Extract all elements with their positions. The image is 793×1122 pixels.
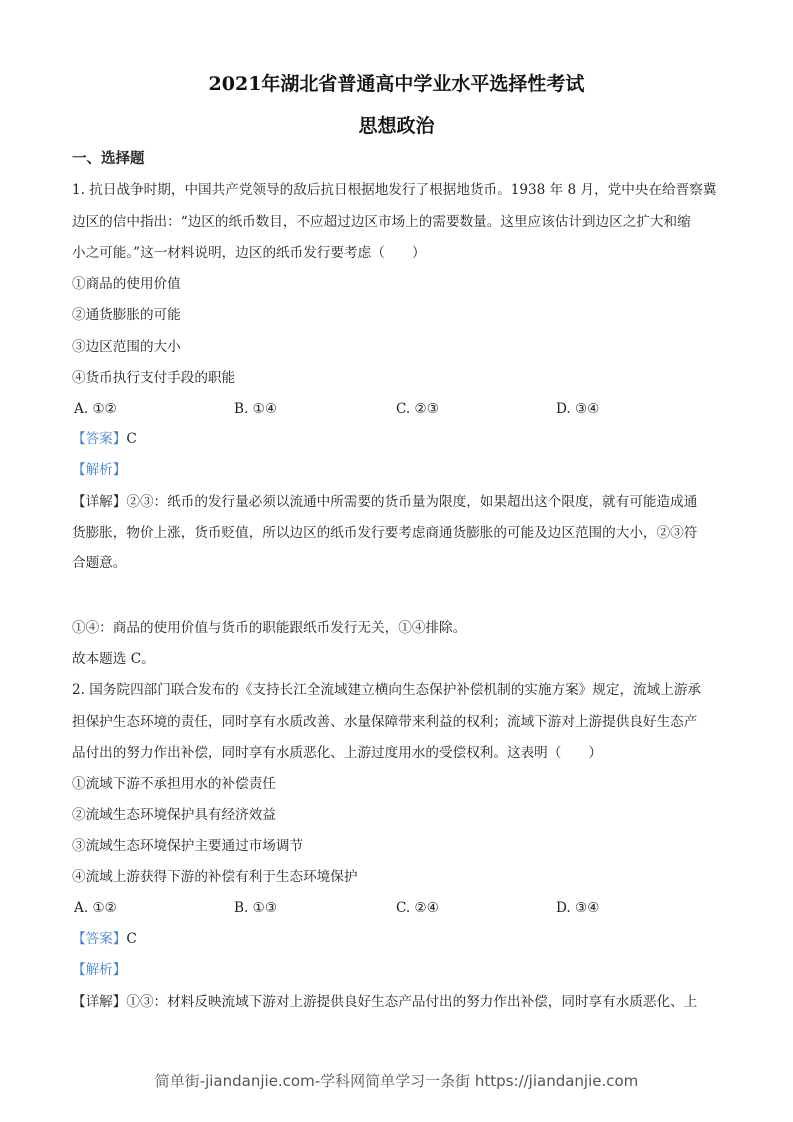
question-stem-line: 品付出的努力作出补偿，同时享有水质恶化、上游过度用水的受偿权利。这表明（ ） — [72, 745, 603, 761]
choice-a: A. ①② — [74, 401, 117, 417]
section-heading: 一、选择题 — [72, 150, 145, 167]
choice-b: B. ①④ — [234, 401, 278, 417]
detail-line — [72, 992, 697, 1012]
statement-item: ②流域生态环境保护具有经济效益 — [72, 807, 276, 823]
statement-item: ④货币执行支付手段的职能 — [72, 370, 236, 386]
question-stem-line: 担保护生态环境的责任，同时享有水质改善、水量保障带来利益的权利；流域下游对上游提供良好生态产 — [72, 714, 698, 730]
footer-watermark: 简单街-jiandanjie.com-学科网简单学习一条街 https://jiandanjie.com — [154, 1072, 639, 1090]
question-stem-line: 1. 抗日战争时期，中国共产党领导的敌后抗日根据地发行了根据地货币。1938 年 8 月，党中央在给晋察冀 — [72, 182, 717, 198]
choice-d: D. ③④ — [556, 401, 600, 417]
subject-title: 思想政治 — [358, 115, 435, 137]
statement-item: ①商品的使用价值 — [72, 276, 181, 292]
answer-label: 【答案】 — [72, 431, 127, 447]
answer-label: 【答案】 — [72, 931, 127, 947]
question-stem-line: 2. 国务院四部门联合发布的《支持长江全流域建立横向生态保护补偿机制的实施方案》规定，流域上游承 — [72, 682, 702, 698]
analysis-label: 【解析】 — [72, 462, 127, 478]
choice-c: C. ②④ — [396, 900, 439, 916]
statement-item: ③流域生态环境保护主要通过市场调节 — [72, 838, 304, 854]
choice-d: D. ③④ — [556, 900, 600, 916]
statement-item: ②通货膨胀的可能 — [72, 307, 181, 323]
answer-value: C — [126, 931, 137, 947]
question-stem-line: 边区的信中指出：“边区的纸币数目，不应超过边区市场上的需要数量。这里应该估计到边区之扩大和缩 — [72, 214, 691, 230]
choice-b: B. ①③ — [234, 900, 278, 916]
detail-line — [72, 492, 697, 512]
detail-line: ①④：商品的使用价值与货币的职能跟纸币发行无关，①④排除。 — [72, 620, 467, 636]
choice-a: A. ①② — [74, 900, 117, 916]
detail-text: ②③：纸币的发行量必须以流通中所需要的货币量为限度，如果超出这个限度，就有可能造成通 — [126, 494, 698, 510]
detail-line: 合题意。 — [72, 555, 127, 571]
analysis-label: 【解析】 — [72, 962, 127, 978]
detail-line: 故本题选 C。 — [72, 651, 155, 667]
statement-item: ③边区范围的大小 — [72, 339, 181, 355]
detail-text: ①③：材料反映流域下游对上游提供良好生态产品付出的努力作出补偿，同时享有水质恶化、上 — [126, 994, 698, 1010]
exam-title: 2021年湖北省普通高中学业水平选择性考试 — [208, 73, 585, 95]
choice-c: C. ②③ — [396, 401, 439, 417]
detail-label: 【详解】 — [72, 494, 127, 510]
detail-label: 【详解】 — [72, 994, 127, 1010]
question-stem-line: 小之可能。”这一材料说明，边区的纸币发行要考虑（ ） — [72, 245, 426, 261]
detail-line: 货膨胀，物价上涨，货币贬值，所以边区的纸币发行要考虑商通货膨胀的可能及边区范围的大小，②③符 — [72, 525, 698, 541]
answer-value: C — [126, 431, 137, 447]
statement-item: ①流域下游不承担用水的补偿责任 — [72, 776, 276, 792]
statement-item: ④流域上游获得下游的补偿有利于生态环境保护 — [72, 869, 358, 885]
answer-line — [72, 929, 137, 949]
answer-line — [72, 429, 137, 449]
